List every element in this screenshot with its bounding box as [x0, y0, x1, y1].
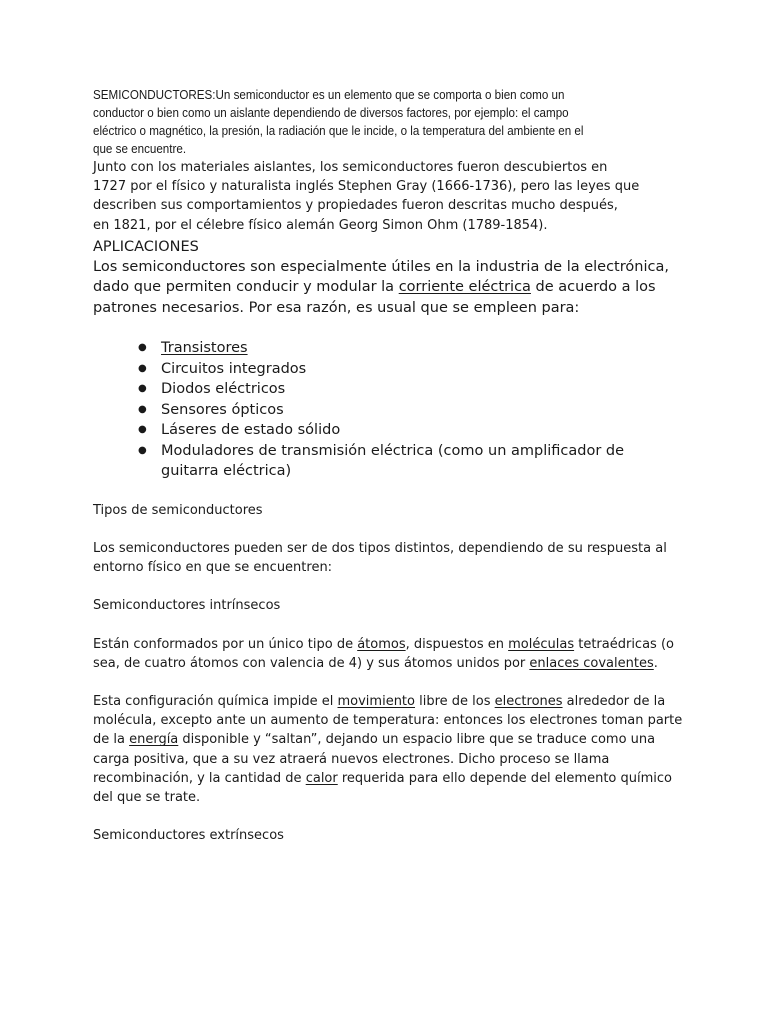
text-run: Están conformados por un único tipo de: [93, 636, 358, 652]
applications-paragraph: [93, 257, 683, 319]
list-item: ● Láseres de estado sólido: [138, 420, 683, 441]
extrinsic-title: Semiconductores extrínsecos: [93, 828, 284, 844]
text-run: libre de los: [415, 694, 495, 710]
link-enlaces-covalentes[interactable]: enlaces covalentes: [529, 655, 654, 671]
spacer: [93, 807, 683, 826]
types-intro: Los semiconductores pueden ser de dos tipos distintos, dependiendo de su respuesta al entorno físico en que se encuentren:: [93, 541, 667, 576]
applications-text: Los semiconductores son especialmente útiles en la industria de la electrónica, dado que permiten conducir y modular la: [93, 258, 669, 296]
intrinsic-title: Semiconductores intrínsecos: [93, 598, 281, 614]
spacer: [93, 616, 683, 635]
spacer: [93, 673, 683, 692]
text-run: disponible y “saltan”, dejando un espacio libre que se traduce como una carga positiva, que a su vez atraerá nuevos electrones. Dicho proceso se llama recombinación, y la cantidad de: [93, 732, 656, 786]
link-movimiento[interactable]: movimiento: [337, 694, 415, 710]
text-run: requerida para ello depende del elemento químico del que se trate.: [93, 770, 672, 806]
list-item: ● Moduladores de transmisión eléctrica (como un amplificador de guitarra eléctrica): [138, 441, 683, 482]
link-atomos[interactable]: átomos: [357, 636, 406, 652]
intro-line: eléctrico o magnético, la presión, la radiación que le incide, o la temperatura del ambiente en el: [93, 124, 584, 138]
text-run: alrededor de la molécula, excepto ante un aumento de temperatura: entonces los electrones toman parte de la: [93, 694, 683, 748]
link-calor[interactable]: calor: [305, 770, 338, 786]
applications-list: [93, 338, 683, 482]
history-line: en 1821, por el célebre físico alemán Georg Simon Ohm (1789-1854).: [93, 217, 548, 233]
applications-text: de acuerdo a los patrones necesarios. Por esa razón, es usual que se empleen para:: [93, 279, 656, 316]
text-run: .: [653, 655, 658, 671]
text-run: , dispuestos en: [405, 636, 509, 652]
intrinsic-paragraph-1: [93, 635, 683, 673]
text-run: Esta configuración química impide el: [93, 694, 338, 710]
text-run: tetraédricas (o sea, de cuatro átomos con valencia de 4) y sus átomos unidos por: [93, 636, 674, 671]
list-item: ● Diodos eléctricos: [138, 379, 683, 400]
history-paragraph: [93, 158, 683, 235]
intro-line: conductor o bien como un aislante dependiendo de diversos factores, por ejemplo: el campo: [93, 106, 569, 120]
intro-paragraph: [93, 86, 670, 158]
document-page: [93, 86, 683, 845]
intro-heading: SEMICONDUCTORES:: [93, 88, 216, 102]
link-energia[interactable]: energía: [129, 732, 179, 748]
link-transistores[interactable]: Transistores: [161, 340, 248, 357]
spacer: [93, 577, 683, 596]
history-line: 1727 por el físico y naturalista inglés Stephen Gray (1666-1736), pero las leyes que: [93, 179, 640, 195]
history-line: Junto con los materiales aislantes, los semiconductores fueron descubiertos en: [93, 160, 608, 175]
list-item: ● Circuitos integrados: [138, 359, 683, 380]
types-title: Tipos de semiconductores: [93, 502, 263, 518]
intro-line: Un semiconductor es un elemento que se comporta o bien como un: [215, 88, 565, 102]
list-item: ● Sensores ópticos: [138, 400, 683, 421]
applications-title: APLICACIONES: [93, 238, 199, 255]
link-moleculas[interactable]: moléculas: [508, 636, 575, 652]
list-item: [138, 338, 683, 359]
intrinsic-paragraph-2: [93, 692, 683, 807]
spacer: [93, 482, 683, 501]
history-line: describen sus comportamientos y propiedades fueron descritas mucho después,: [93, 198, 618, 214]
link-electrones[interactable]: electrones: [494, 694, 563, 710]
link-corriente-electrica[interactable]: corriente eléctrica: [398, 279, 531, 296]
spacer: [93, 520, 683, 539]
intro-line: que se encuentre.: [93, 142, 187, 156]
